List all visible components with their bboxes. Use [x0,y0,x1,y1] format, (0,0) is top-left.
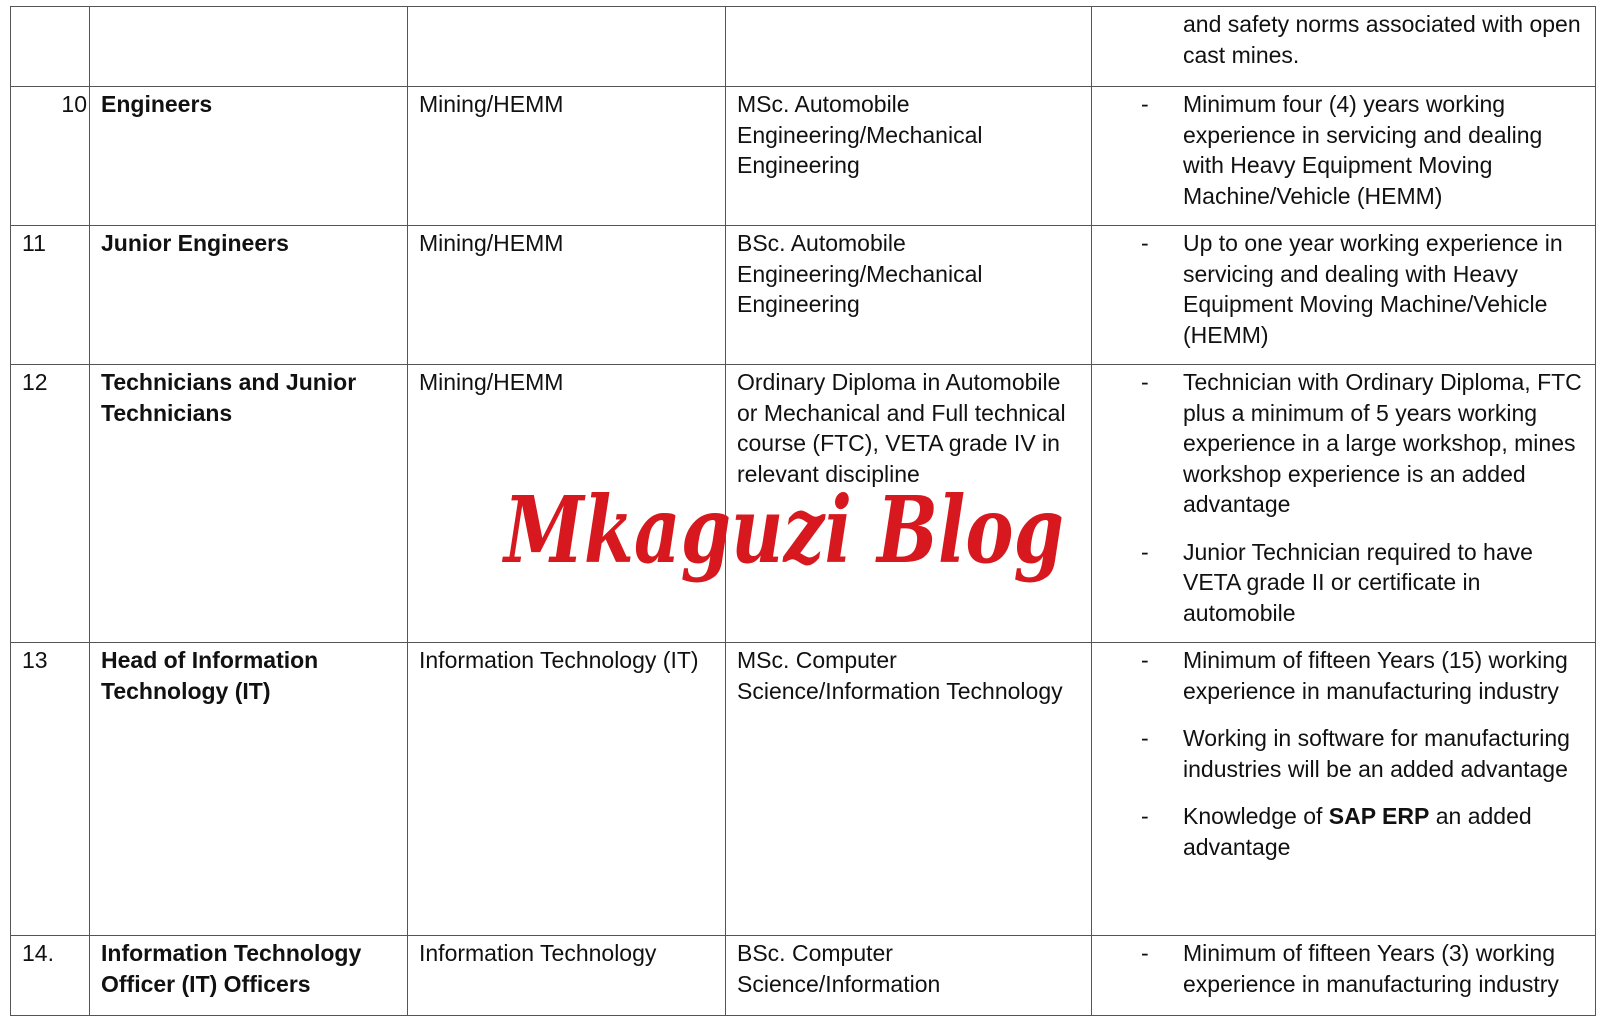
cell-title [90,7,408,87]
bullet-dash: - [1141,725,1149,751]
cell-department: Information Technology [408,936,726,1016]
cell-qualification [726,7,1092,87]
experience-item [1103,367,1584,520]
table-row-continuation [11,7,1596,87]
cell-number [11,7,90,87]
cell-number: 13 [11,643,90,936]
cell-department: Mining/HEMM [408,226,726,365]
cell-number: 14. [11,936,90,1016]
cell-qualification: BSc. Automobile Engineering/Mechanical Engineering [726,226,1092,365]
bullet-dash: - [1141,91,1149,117]
cell-qualification: BSc. Computer Science/Information [726,936,1092,1016]
experience-text: Technician with Ordinary Diploma, FTC plus a minimum of 5 years working experience in a large workshop, mines workshop experience is an added advantage [1183,369,1582,517]
watermark-text: Mkaguzi Blog [501,476,1064,584]
experience-item [1103,537,1584,629]
cell-number: 11 [11,226,90,365]
cell-qualification: MSc. Computer Science/Information Technology [726,643,1092,936]
bullet-dash: - [1141,647,1149,673]
cell-experience [1092,226,1596,365]
cell-number: 10 [11,87,90,226]
cell-experience [1092,7,1596,87]
cell-department: Information Technology (IT) [408,643,726,936]
bullet-dash: - [1141,369,1149,395]
cell-title: Engineers [90,87,408,226]
cell-title: Information Technology Officer (IT) Officers [90,936,408,1016]
experience-text: and safety norms associated with open cast mines. [1183,11,1581,68]
experience-text: Minimum of fifteen Years (3) working experience in manufacturing industry [1183,940,1559,997]
cell-experience [1092,936,1596,1016]
cell-department: Mining/HEMM [408,365,726,643]
experience-item [1103,723,1584,784]
cell-experience [1092,643,1596,936]
cell-qualification: MSc. Automobile Engineering/Mechanical Engineering [726,87,1092,226]
cell-title: Head of Information Technology (IT) [90,643,408,936]
bullet-dash: - [1141,803,1149,829]
experience-text-after: an added advantage [1183,803,1532,860]
experience-text: Working in software for manufacturing industries will be an added advantage [1183,725,1570,782]
experience-text: Minimum of fifteen Years (15) working experience in manufacturing industry [1183,647,1568,704]
table-row [11,365,1596,643]
experience-text-before: Knowledge of [1183,803,1329,829]
cell-experience [1092,87,1596,226]
experience-item [1103,938,1584,999]
cell-department [408,7,726,87]
experience-item [1103,645,1584,706]
experience-text: Junior Technician required to have VETA grade II or certificate in automobile [1183,538,1533,626]
bullet-dash: - [1141,230,1149,256]
experience-item [1103,228,1584,350]
cell-title: Junior Engineers [90,226,408,365]
cell-qualification: Ordinary Diploma in Automobile or Mechanical and Full technical course (FTC), VETA grade IV in relevant discipline [726,365,1092,643]
table-row [11,87,1596,226]
cell-number: 12 [11,365,90,643]
bullet-dash: - [1141,940,1149,966]
experience-item [1103,89,1584,211]
table-row [11,226,1596,365]
experience-text-sap-erp: SAP ERP [1328,803,1430,829]
bullet-dash: - [1141,538,1149,565]
experience-text: Up to one year working experience in servicing and dealing with Heavy Equipment Moving Machine/Vehicle (HEMM) [1183,230,1563,348]
cell-department: Mining/HEMM [408,87,726,226]
experience-item [1103,801,1584,862]
cell-experience [1092,365,1596,643]
cell-title: Technicians and Junior Technicians [90,365,408,643]
job-requirements-table [10,6,1596,1016]
table-row [11,936,1596,1016]
table-row [11,643,1596,936]
experience-text: Minimum four (4) years working experience in servicing and dealing with Heavy Equipment Moving Machine/Vehicle (HEMM) [1183,91,1543,209]
